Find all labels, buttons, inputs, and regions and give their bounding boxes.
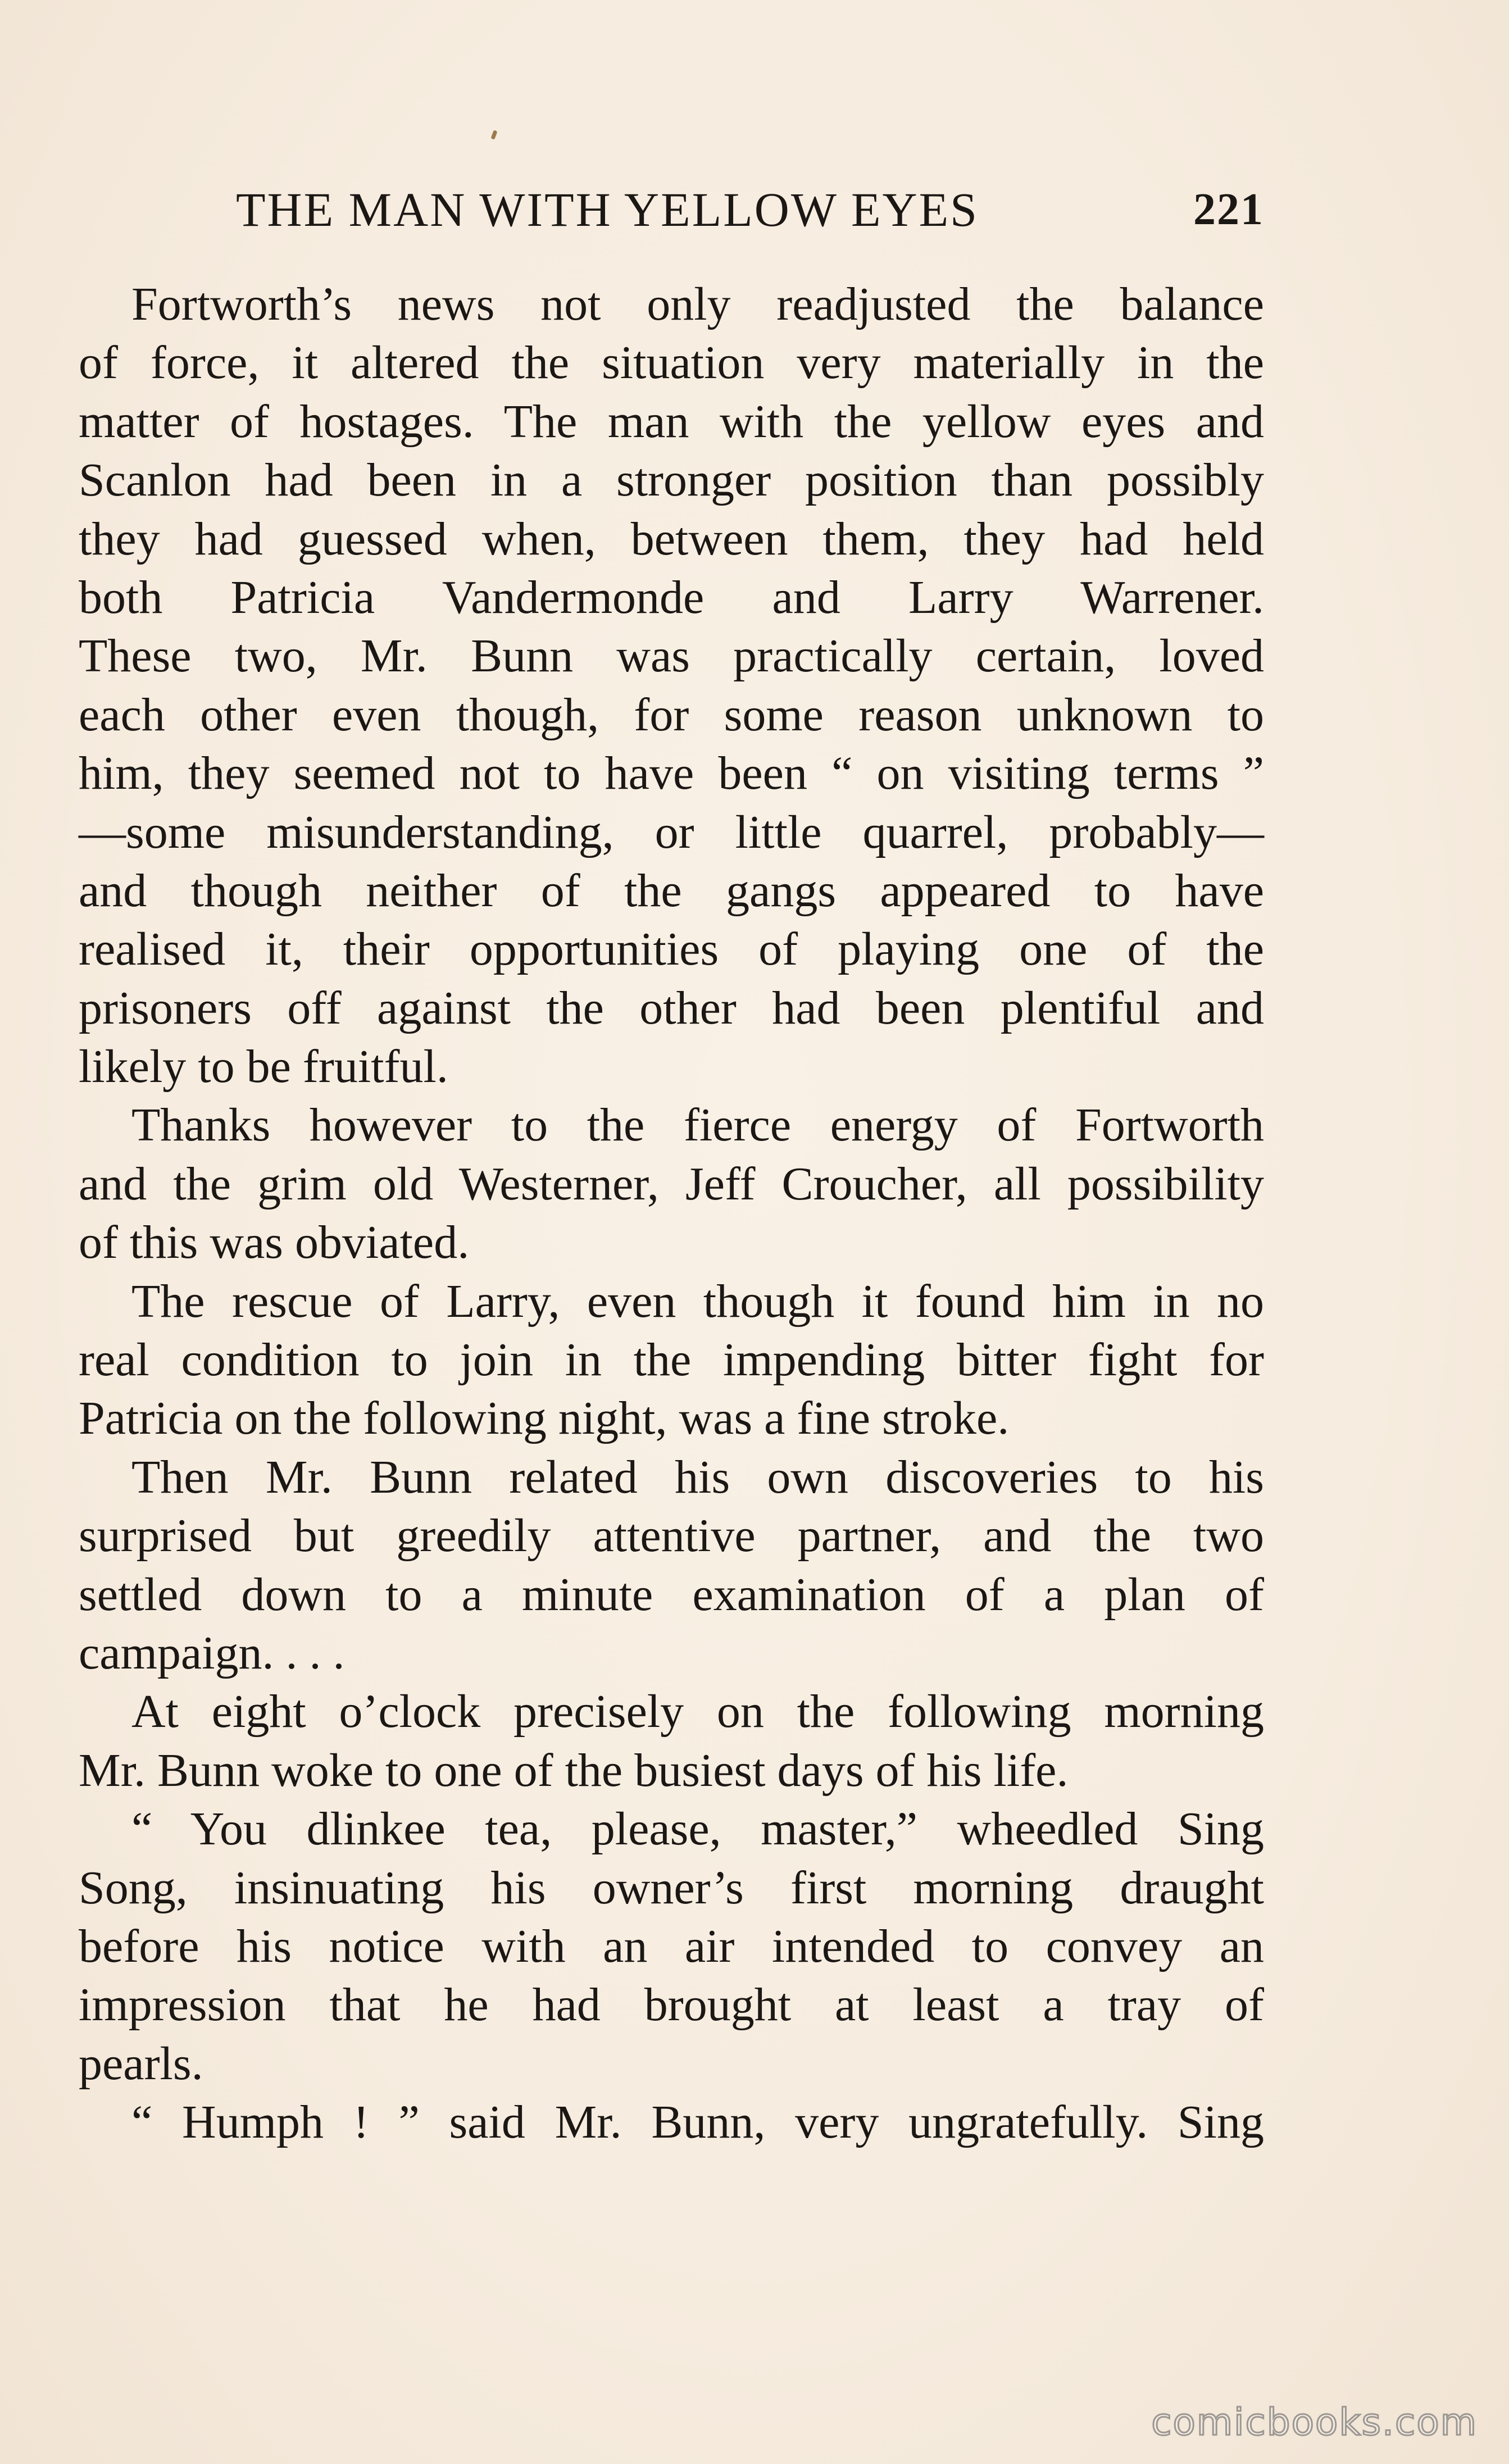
text-line: Song, insinuating his owner’s first morning draught	[79, 1861, 1264, 1914]
paper-blemish	[490, 130, 497, 139]
watermark: comicbooks.com	[1151, 2401, 1478, 2444]
text-line: pearls.	[79, 2037, 203, 2090]
text-line: These two, Mr. Bunn was practically certain, loved	[79, 630, 1264, 683]
text-line: “ You dlinkee tea, please, master,” wheedled Sing	[131, 1803, 1264, 1856]
text-line: The rescue of Larry, even though it found him in no	[131, 1275, 1264, 1328]
text-line: “ Humph ! ” said Mr. Bunn, very ungratefully. Sing	[131, 2096, 1264, 2149]
text-line: campaign. . . .	[79, 1626, 345, 1679]
body-text	[79, 275, 1264, 2152]
text-line: Then Mr. Bunn related his own discoveries to his	[131, 1451, 1264, 1503]
page-number: 221	[1193, 185, 1264, 234]
text-line: and though neither of the gangs appeared to have	[79, 864, 1264, 917]
text-line: At eight o’clock precisely on the following morning	[131, 1685, 1264, 1738]
text-line: of force, it altered the situation very materially in the	[79, 337, 1264, 389]
text-line: matter of hostages. The man with the yellow eyes and	[79, 395, 1264, 448]
text-line: real condition to join in the impending bitter fight for	[79, 1334, 1264, 1386]
text-line: each other even though, for some reason unknown to	[79, 688, 1264, 741]
text-line: of this was obviated.	[79, 1216, 470, 1269]
text-line: impression that he had brought at least a tray of	[79, 1979, 1264, 2031]
text-line: Thanks however to the fierce energy of Fortworth	[131, 1099, 1264, 1152]
text-line: Patricia on the following night, was a fine stroke.	[79, 1392, 1010, 1445]
text-line: and the grim old Westerner, Jeff Croucher, all possibility	[79, 1157, 1264, 1210]
text-line: realised it, their opportunities of playing one of the	[79, 923, 1264, 976]
running-header	[79, 179, 1264, 240]
running-title: THE MAN WITH YELLOW EYES	[236, 183, 979, 237]
text-line: Fortworth’s news not only readjusted the balance	[131, 278, 1264, 330]
text-line: prisoners off against the other had been plentiful and	[79, 981, 1264, 1034]
text-line: both Patricia Vandermonde and Larry Warrener.	[79, 571, 1264, 624]
text-line: likely to be fruitful.	[79, 1040, 448, 1093]
text-line: before his notice with an air intended to convey an	[79, 1920, 1264, 1972]
text-line: settled down to a minute examination of a plan of	[79, 1568, 1264, 1621]
text-line: surprised but greedily attentive partner, and the two	[79, 1510, 1264, 1562]
text-line: him, they seemed not to have been “ on visiting terms ”	[79, 747, 1264, 800]
text-line: Mr. Bunn woke to one of the busiest days of his life.	[79, 1744, 1069, 1797]
text-line: —some misunderstanding, or little quarrel, probably—	[79, 806, 1264, 858]
text-line: Scanlon had been in a stronger position than possibly	[79, 454, 1264, 507]
text-line: they had guessed when, between them, they had held	[79, 512, 1264, 565]
